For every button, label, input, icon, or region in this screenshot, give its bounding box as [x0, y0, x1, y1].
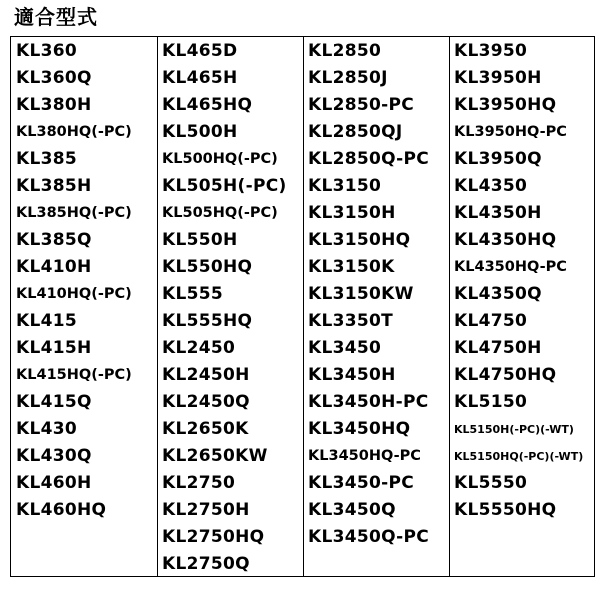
model-item: KL3950Q — [454, 149, 542, 169]
model-column-2 — [158, 37, 304, 576]
model-item: KL3950HQ — [454, 95, 557, 115]
model-item: KL2850 — [308, 41, 382, 61]
model-item: KL500H — [162, 122, 238, 142]
model-item: KL385HQ(-PC) — [16, 205, 132, 221]
model-item: KL2650K — [162, 419, 249, 439]
model-item: KL5150 — [454, 392, 528, 412]
model-item: KL3150KW — [308, 284, 414, 304]
model-item: KL3450H-PC — [308, 392, 429, 412]
model-item: KL465HQ — [162, 95, 253, 115]
model-item: KL385Q — [16, 230, 92, 250]
model-item: KL4350H — [454, 203, 542, 223]
model-item: KL3150 — [308, 176, 382, 196]
model-item: KL3450-PC — [308, 473, 415, 493]
model-item: KL415HQ(-PC) — [16, 367, 132, 383]
model-item: KL555 — [162, 284, 223, 304]
model-item: KL410H — [16, 257, 92, 277]
model-item: KL3450Q — [308, 500, 396, 520]
model-item: KL5150HQ(-PC)(-WT) — [454, 450, 584, 463]
model-item: KL550H — [162, 230, 238, 250]
model-item: KL4750HQ — [454, 365, 557, 385]
model-item: KL2650KW — [162, 446, 268, 466]
model-item: KL3450HQ-PC — [308, 448, 421, 464]
model-item: KL2750H — [162, 500, 250, 520]
model-column-1 — [11, 37, 158, 576]
model-item: KL415 — [16, 311, 77, 331]
model-item: KL430Q — [16, 446, 92, 466]
model-item: KL4350Q — [454, 284, 542, 304]
model-item: KL2750HQ — [162, 527, 265, 547]
model-item: KL360 — [16, 41, 77, 61]
model-item: KL3450H — [308, 365, 396, 385]
model-item: KL5550HQ — [454, 500, 557, 520]
model-item: KL2850Q-PC — [308, 149, 430, 169]
model-item: KL4350HQ-PC — [454, 259, 567, 275]
model-item: KL3450HQ — [308, 419, 411, 439]
model-item: KL460H — [16, 473, 92, 493]
model-item: KL5150H(-PC)(-WT) — [454, 423, 574, 436]
model-item: KL415H — [16, 338, 92, 358]
model-item: KL410HQ(-PC) — [16, 286, 132, 302]
model-item: KL465D — [162, 41, 238, 61]
model-item: KL555HQ — [162, 311, 253, 331]
page-title: 適合型式 — [14, 5, 98, 29]
model-item: KL3150HQ — [308, 230, 411, 250]
model-item: KL2450 — [162, 338, 236, 358]
model-item: KL500HQ(-PC) — [162, 151, 278, 167]
model-item: KL3350T — [308, 311, 394, 331]
model-item: KL3950 — [454, 41, 528, 61]
model-item: KL4750 — [454, 311, 528, 331]
model-item: KL3450Q-PC — [308, 527, 430, 547]
model-item: KL380HQ(-PC) — [16, 124, 132, 140]
model-item: KL3950H — [454, 68, 542, 88]
model-item: KL385 — [16, 149, 77, 169]
model-item: KL550HQ — [162, 257, 253, 277]
model-item: KL3450 — [308, 338, 382, 358]
model-item: KL505HQ(-PC) — [162, 205, 278, 221]
model-item: KL3150H — [308, 203, 396, 223]
model-item: KL2450H — [162, 365, 250, 385]
model-item: KL460HQ — [16, 500, 107, 520]
model-item: KL2850QJ — [308, 122, 403, 142]
model-item: KL2750 — [162, 473, 236, 493]
model-item: KL2850-PC — [308, 95, 415, 115]
model-table — [10, 36, 595, 577]
model-item: KL380H — [16, 95, 92, 115]
model-item: KL360Q — [16, 68, 92, 88]
model-item: KL4350 — [454, 176, 528, 196]
model-item: KL4350HQ — [454, 230, 557, 250]
model-item: KL2750Q — [162, 554, 250, 574]
model-item: KL2450Q — [162, 392, 250, 412]
model-column-3 — [304, 37, 450, 576]
model-item: KL5550 — [454, 473, 528, 493]
model-item: KL385H — [16, 176, 92, 196]
model-item: KL505H(-PC) — [162, 176, 287, 196]
model-item: KL465H — [162, 68, 238, 88]
model-item: KL3150K — [308, 257, 395, 277]
model-item: KL415Q — [16, 392, 92, 412]
model-item: KL3950HQ-PC — [454, 124, 567, 140]
model-item: KL430 — [16, 419, 77, 439]
model-item: KL4750H — [454, 338, 542, 358]
model-item: KL2850J — [308, 68, 388, 88]
model-column-4 — [450, 37, 594, 576]
